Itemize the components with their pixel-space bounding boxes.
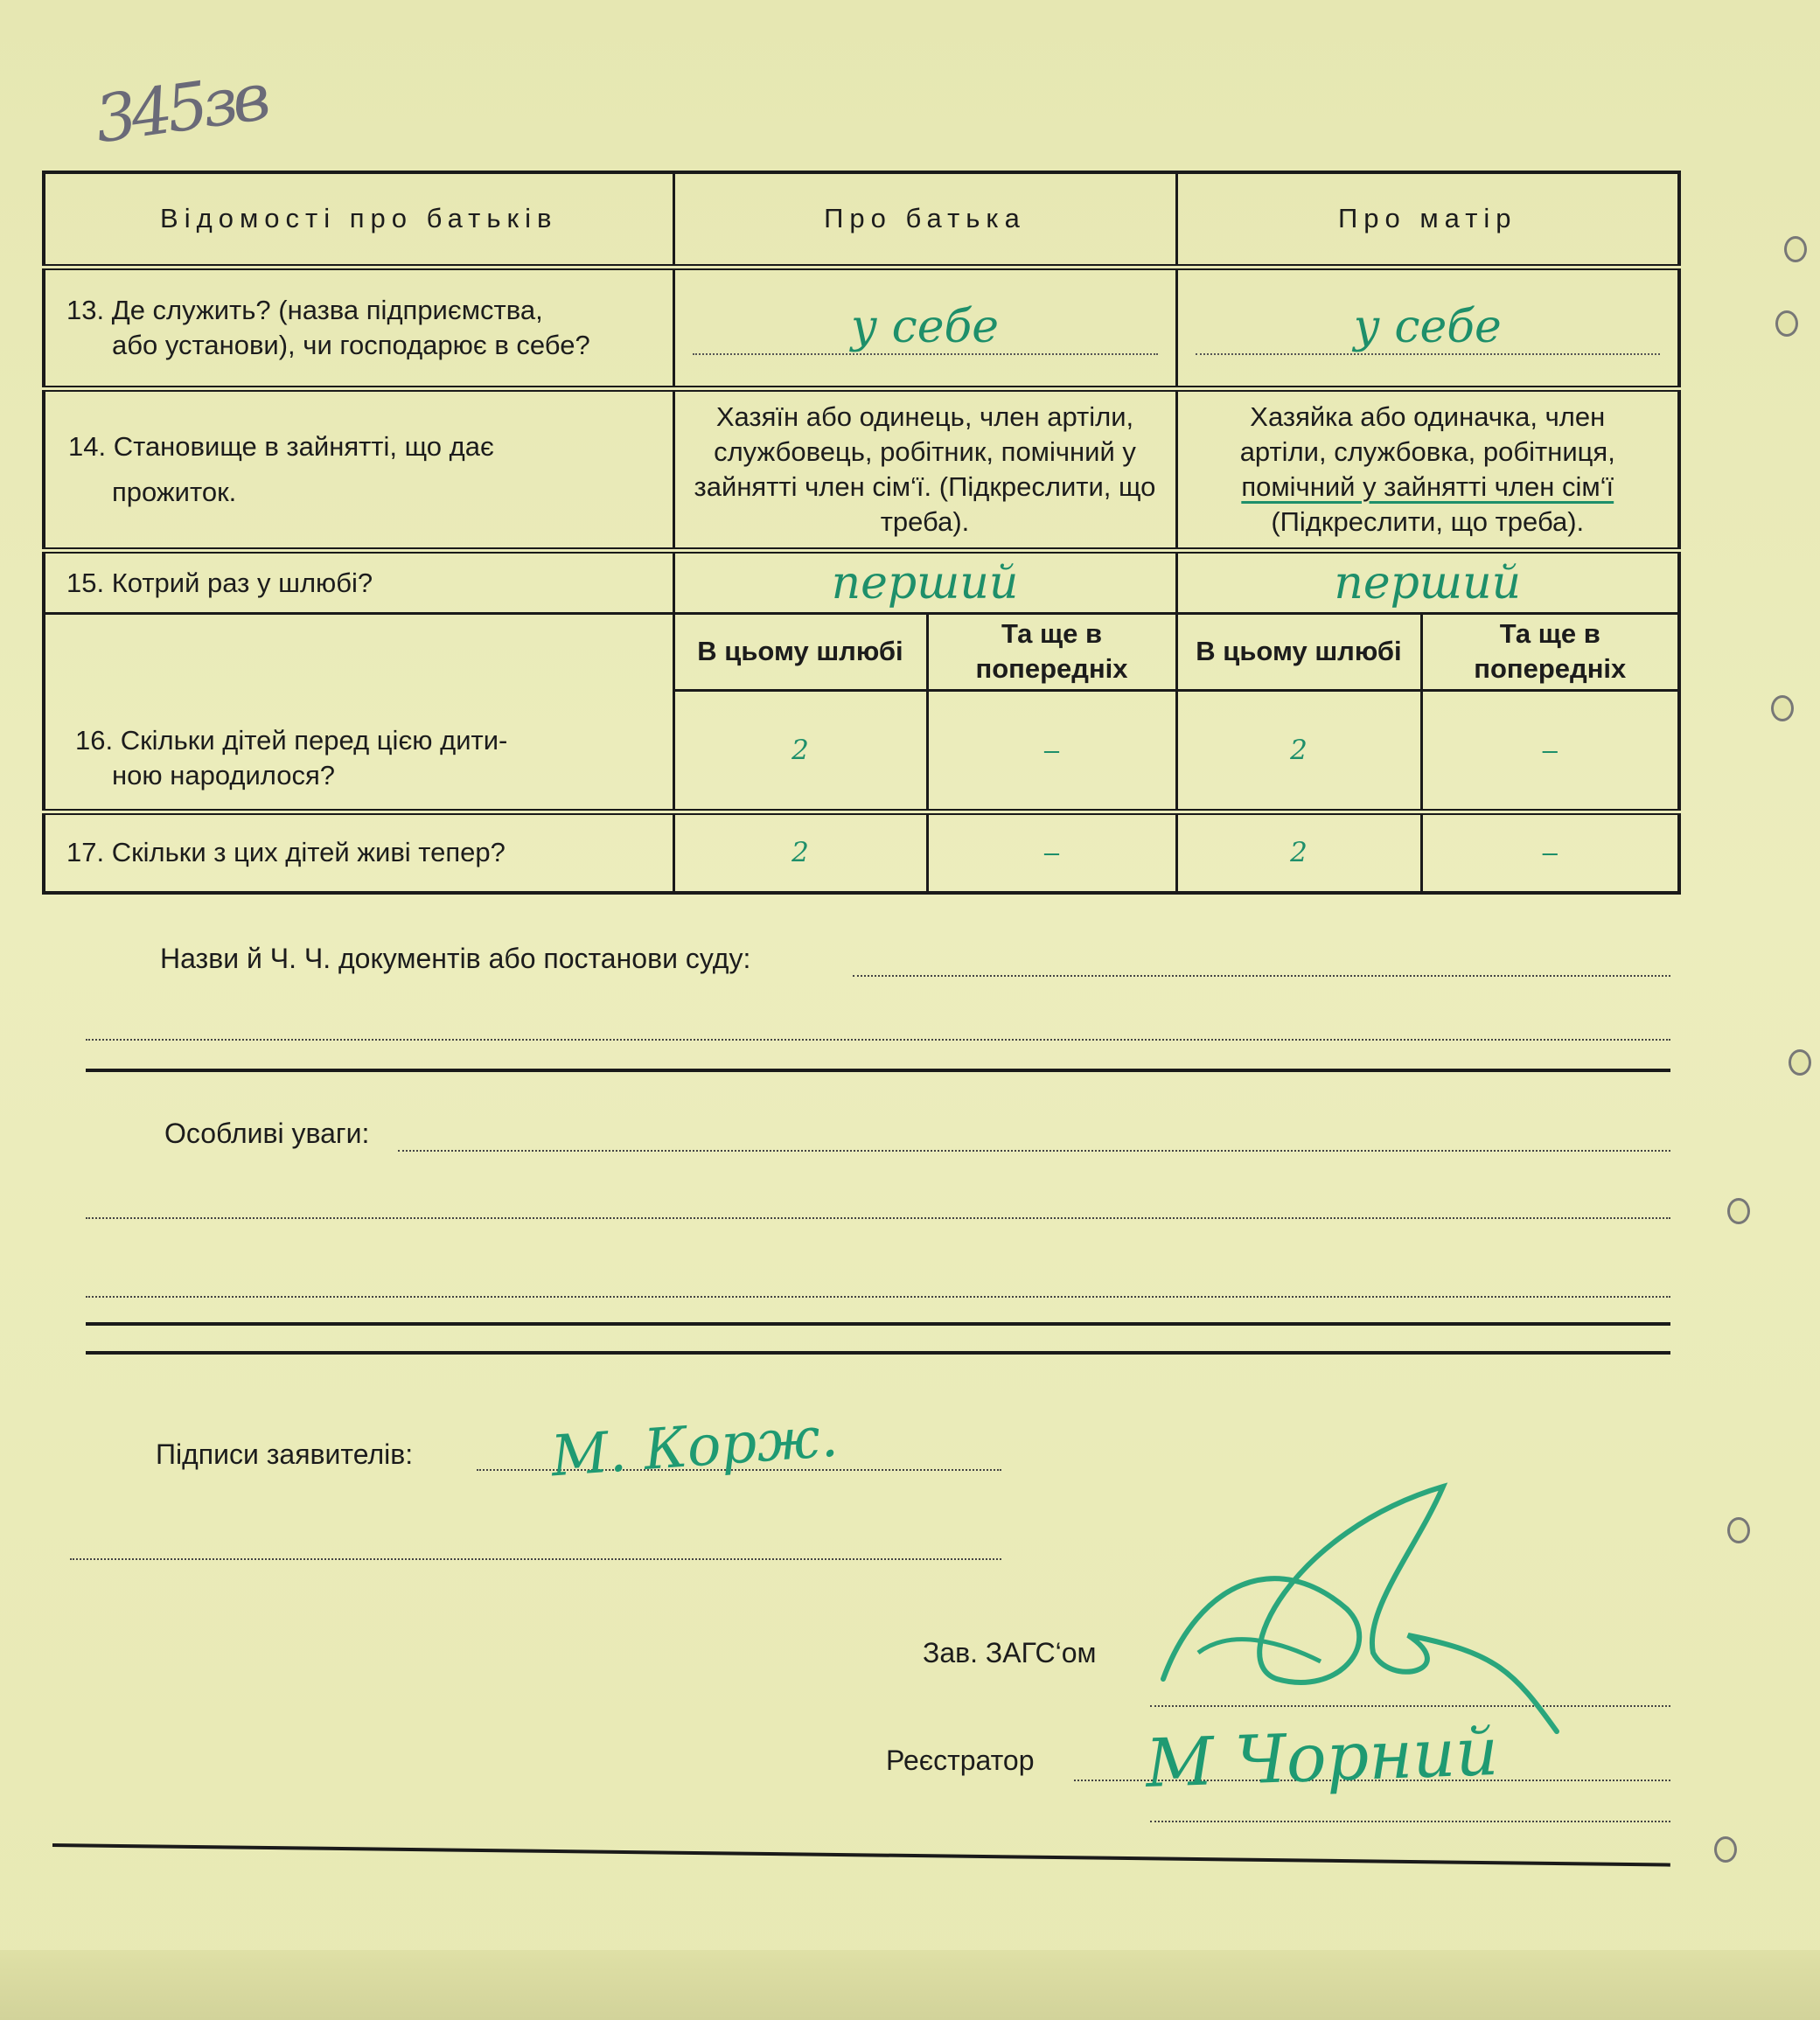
binding-hole	[1727, 1198, 1750, 1224]
subhead-father-this: В цьому шлюбі	[673, 614, 927, 691]
q16-label	[44, 614, 673, 812]
applicants-dotted-line	[70, 1558, 1001, 1560]
q17-mother-prev: –	[1421, 811, 1679, 893]
row-q15	[44, 551, 1679, 614]
q13-mother-cell	[1176, 267, 1679, 388]
sheet-number: 345зв	[90, 59, 270, 158]
binding-hole	[1775, 310, 1798, 337]
q16-father-this: 2	[673, 690, 927, 811]
documents-dotted-line	[853, 975, 1670, 977]
q13-father-answer: у себе	[693, 301, 1158, 355]
q13-mother-answer: у себе	[1196, 301, 1661, 355]
q16-father-prev: –	[927, 690, 1176, 811]
binding-hole	[1727, 1517, 1750, 1543]
q14-mother-line1: Хазяйка або одиначка, член	[1250, 401, 1606, 432]
q15-label: 15. Котрий раз у шлюбі?	[44, 551, 673, 614]
head-signature	[1146, 1478, 1565, 1740]
q16-mother-prev: –	[1421, 690, 1679, 811]
q14-label	[44, 388, 673, 550]
section-divider	[86, 1351, 1670, 1355]
q17-mother-this: 2	[1176, 811, 1421, 893]
q17-label: 17. Скільки з цих дітей живі тепер?	[44, 811, 673, 893]
section-divider	[86, 1322, 1670, 1326]
parents-info-table	[42, 171, 1681, 895]
q15-mother-cell	[1176, 551, 1679, 614]
applicant-signature: М. Корж.	[548, 1404, 840, 1490]
q13-label	[44, 267, 673, 388]
q13-label-line1: 13. Де служить? (назва підприємства,	[66, 294, 543, 325]
q14-mother-line2: артіли, службовка, робітниця,	[1239, 435, 1615, 467]
header-father: Про батька	[673, 172, 1176, 267]
header-mother: Про матір	[1176, 172, 1679, 267]
q15-father-cell	[673, 551, 1176, 614]
documents-dotted-line	[86, 1039, 1670, 1041]
q16-label-line1: 16. Скільки дітей перед цією дити-	[75, 724, 508, 756]
registrar-dotted-line	[1150, 1821, 1670, 1822]
page-bottom-edge	[0, 1950, 1820, 2020]
row-subheaders	[44, 614, 1679, 691]
q16-label-line2: ною народилося?	[112, 759, 335, 791]
remarks-dotted-line	[86, 1296, 1670, 1298]
remarks-dotted-line	[86, 1217, 1670, 1219]
subhead-mother-this: В цьому шлюбі	[1176, 614, 1421, 691]
documents-label: Назви й Ч. Ч. документів або постанови суду:	[160, 943, 751, 974]
q17-father-prev: –	[927, 811, 1176, 893]
q14-father-options: Хазяїн або одинець, член артіли, службовець, робітник, помічний у зайнятті член сім‘ї. (Підкреслити, що треба).	[673, 388, 1176, 550]
registrar-label: Реєстратор	[886, 1745, 1035, 1776]
q15-father-answer: перший	[831, 556, 1019, 609]
applicants-label: Підписи заявителів:	[156, 1438, 414, 1470]
q14-mother-line3: помічний у зайнятті член сім‘ї	[1241, 470, 1614, 502]
registrar-signature: М Чорний	[1144, 1711, 1500, 1803]
q14-label-line1: 14. Становище в зайнятті, що дає	[68, 430, 494, 462]
binding-hole	[1771, 695, 1794, 721]
subhead-father-prev: Та ще в попередніх	[927, 614, 1176, 691]
q15-mother-answer: перший	[1334, 556, 1522, 609]
head-label: Зав. ЗАГС‘ом	[923, 1637, 1097, 1668]
q16-mother-this: 2	[1176, 690, 1421, 811]
q14-mother-line4: (Підкреслити, що треба).	[1271, 505, 1585, 537]
row-q14	[44, 388, 1679, 550]
subhead-mother-prev: Та ще в попередніх	[1421, 614, 1679, 691]
section-divider	[86, 1069, 1670, 1072]
table-header-row	[44, 172, 1679, 267]
header-parents-info: Відомості про батьків	[44, 172, 673, 267]
q14-mother-options	[1176, 388, 1679, 550]
binding-hole	[1784, 236, 1807, 262]
q17-father-this: 2	[673, 811, 927, 893]
row-q17	[44, 811, 1679, 893]
q14-label-line2: прожиток.	[112, 476, 237, 507]
binding-hole	[1789, 1049, 1811, 1076]
binding-hole	[1714, 1836, 1737, 1863]
q13-father-cell	[673, 267, 1176, 388]
row-q13	[44, 267, 1679, 388]
remarks-label: Особливі уваги:	[164, 1118, 370, 1149]
q13-label-line2: або установи), чи господарює в себе?	[112, 329, 590, 360]
remarks-dotted-line	[398, 1150, 1670, 1152]
